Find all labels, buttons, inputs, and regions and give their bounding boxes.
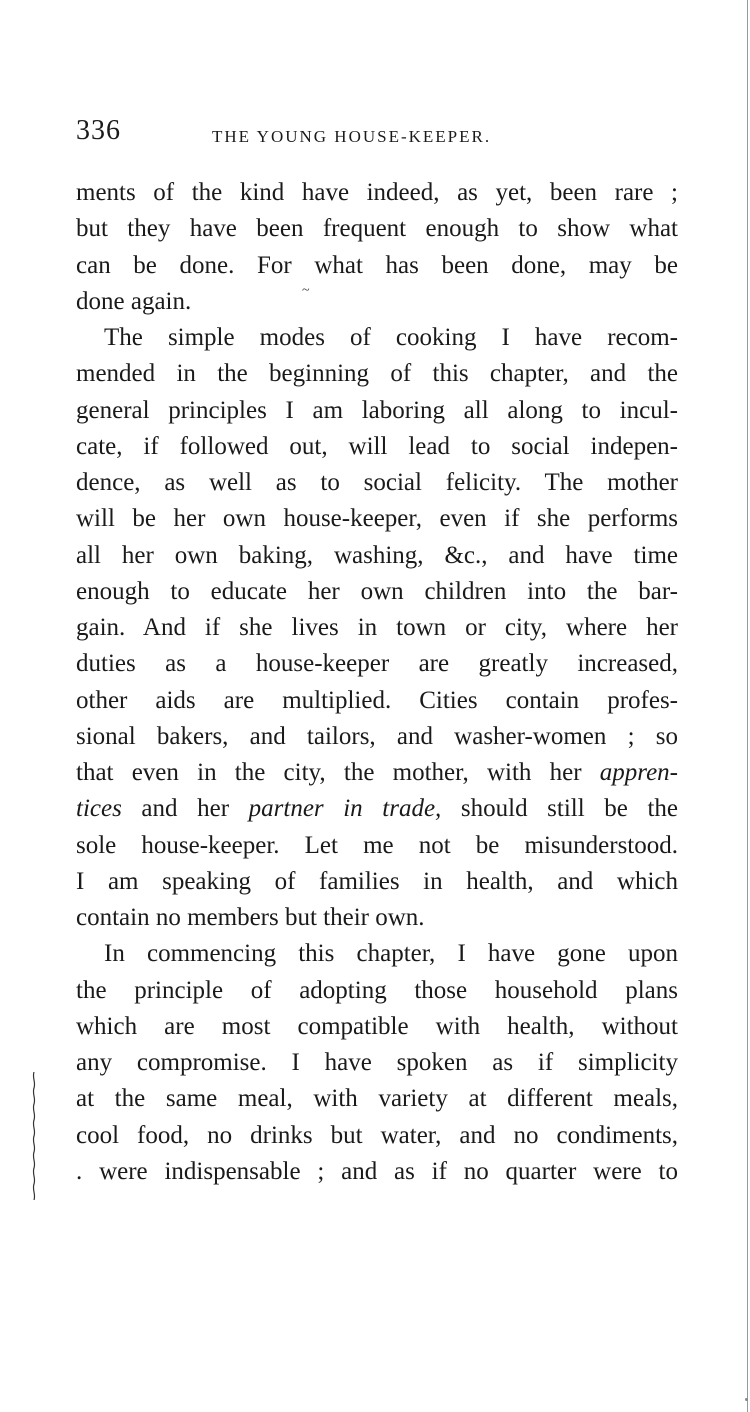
text-line: cool food, no drinks but water, and no condiments, [76,1121,678,1149]
text-line: at the same meal, with variety at different meals, [76,1085,678,1113]
text-line: contain no members but their own. [76,904,425,931]
text-line: cate, if followed out, will lead to social indepen- [76,432,678,460]
paragraph-first-line: In commencing this chapter, I have gone upon [104,940,678,968]
line-segment: that even in the city, the mother, with her [76,759,582,786]
text-line: will be her own house-keeper, even if she performs [76,505,678,533]
line-segment: and her [141,795,230,823]
text-line: ments of the kind have indeed, as yet, been rare ; [76,179,678,206]
text-line: the principle of adopting those household plans [76,976,678,1004]
text-line: which are most compatible with health, without [76,1012,678,1040]
text-line: sional bakers, and tailors, and washer-women ; so [76,722,678,750]
italic-phrase: partner in trade, [248,795,442,823]
text-line: mended in the beginning of this chapter, and the [76,360,678,388]
text-line: can be done. For what has been done, may be [76,251,678,279]
margin-annotation-mark [30,1072,38,1200]
text-line-with-italic [76,755,678,791]
text-line: any compromise. I have spoken as if simplicity [76,1049,678,1076]
text-line: enough to educate her own children into the bar- [76,577,678,605]
text-line: sole house-keeper. Let me not be misunderstood. [76,831,678,859]
page-number: 336 [76,115,121,146]
text-line: all her own baking, washing, &c., and have time [76,541,678,569]
running-head: THE YOUNG HOUSE-KEEPER. [212,127,492,146]
ink-squiggle-mark: ~ [302,283,310,298]
line-segment: should still be the [460,795,678,823]
text-line: done again. [76,287,192,315]
text-line: duties as a house-keeper are greatly increased, [76,650,678,678]
text-line: gain. And if she lives in town or city, where her [76,614,678,641]
text-line: general principles I am laboring all along to incul- [76,396,678,424]
text-line: other aids are multiplied. Cities contain profes- [76,686,678,714]
text-line: . were indispensable ; and as if no quarter were to [76,1157,678,1185]
italic-word: tices [76,795,122,823]
paragraph-first-line: The simple modes of cooking I have recom- [104,324,678,351]
page-header [76,115,676,155]
text-line: I am speaking of families in health, and which [76,867,678,895]
text-line: dence, as well as to social felicity. The mother [76,469,678,496]
text-line: but they have been frequent enough to show what [76,215,678,243]
page-edge-line [747,0,748,1412]
body-text [76,175,678,1190]
page-speck [745,1398,748,1401]
italic-word: appren- [599,759,678,786]
text-line-with-italic [76,791,678,827]
